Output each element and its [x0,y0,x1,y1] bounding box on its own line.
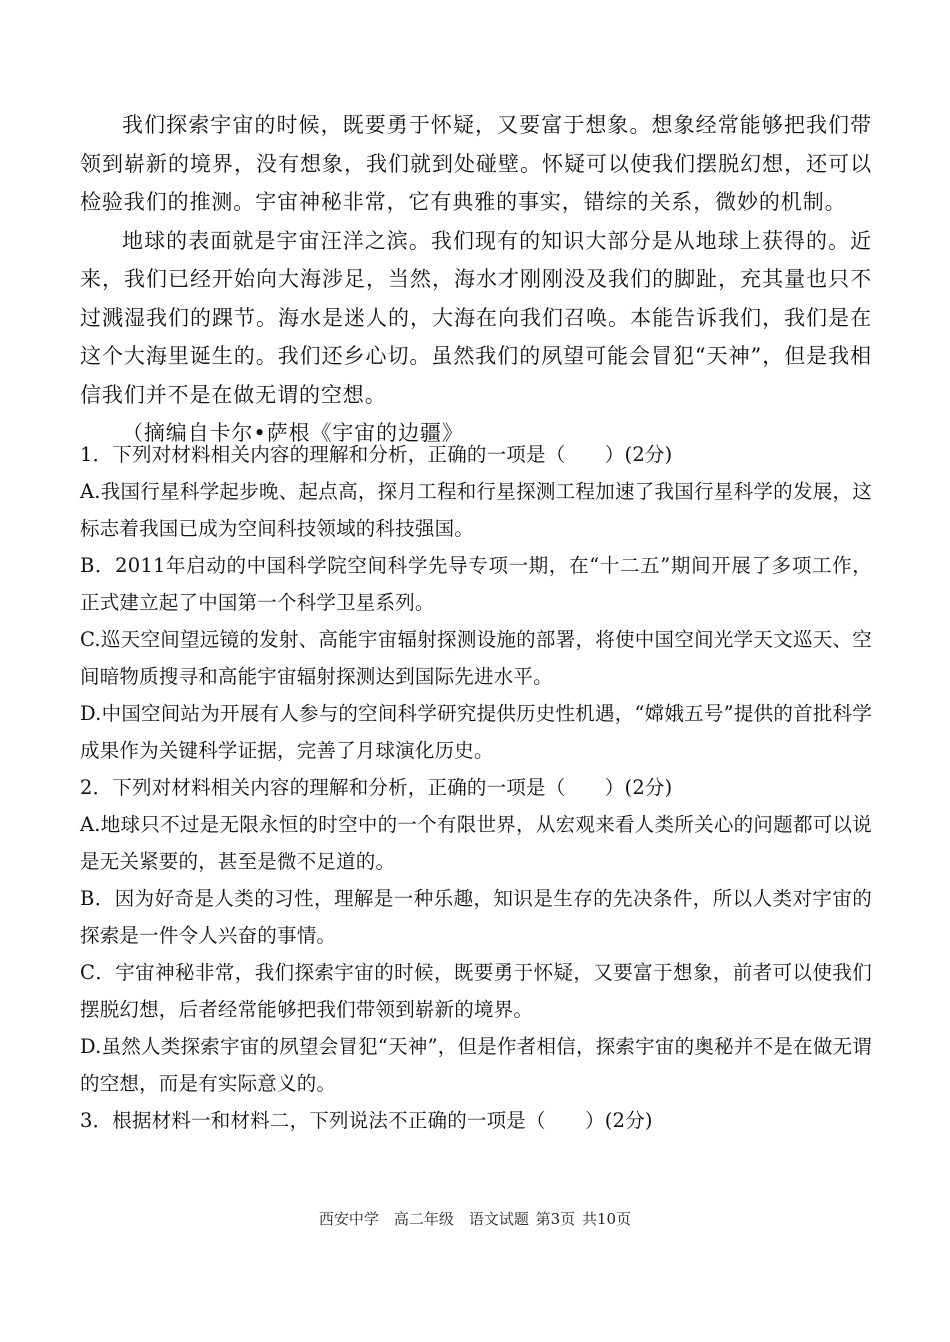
page-footer: 西安中学 高二年级 语文试题 第3页 共10页 [318,1210,632,1228]
question-1-option-d: D.中国空间站为开展有人参与的空间科学研究提供历史性机遇，“嫦娥五号”提供的首批科学成果作为关键科学证据，完善了月球演化历史。 [80,702,872,762]
question-3-stem: 3．根据材料一和材料二，下列说法不正确的一项是（ ）(2分) [80,1109,653,1132]
passage-source: （摘编自卡尔•萨根《宇宙的边疆》 [122,421,464,445]
question-2-option-d: D.虽然人类探索宇宙的夙望会冒犯“天神”，但是作者相信，探索宇宙的奥秘并不是在做无谓的空想，而是有实际意义的。 [80,1035,872,1095]
question-3 [80,1102,872,1139]
question-list [80,436,872,1139]
passage-paragraph-1: 我们探索宇宙的时候，既要勇于怀疑，又要富于想象。想象经常能够把我们带领到崭新的境界，没有想象，我们就到处碰壁。怀疑可以使我们摆脱幻想，还可以检验我们的推测。宇宙神秘非常，它有典雅的事实，错综的关系，微妙的机制。 [80,113,872,214]
question-2-stem: 2．下列对材料相关内容的理解和分析，正确的一项是（ ）(2分) [80,776,673,799]
passage-paragraph-2: 地球的表面就是宇宙汪洋之滨。我们现有的知识大部分是从地球上获得的。近来，我们已经开始向大海涉足，当然，海水才刚刚没及我们的脚趾，充其量也只不过溅湿我们的踝节。海水是迷人的，大海在向我们召唤。本能告诉我们，我们是在这个大海里诞生的。我们还乡心切。虽然我们的夙望可能会冒犯“天神”，但是我相信我们并不是在做无谓的空想。 [80,228,872,407]
question-1-stem: 1．下列对材料相关内容的理解和分析，正确的一项是（ ）(2分) [80,443,673,466]
question-1-option-c: C.巡天空间望远镜的发射、高能宇宙辐射探测设施的部署，将使中国空间光学天文巡天、空间暗物质搜寻和高能宇宙辐射探测达到国际先进水平。 [80,628,872,688]
reading-passage [80,106,872,453]
question-1-option-b: B．2011年启动的中国科学院空间科学先导专项一期，在“十二五”期间开展了多项工作，正式建立起了中国第一个科学卫星系列。 [80,554,872,614]
question-1-option-a: A.我国行星科学起步晚、起点高，探月工程和行星探测工程加速了我国行星科学的发展，这标志着我国已成为空间科技领域的科技强国。 [80,480,872,540]
question-1 [80,436,872,769]
question-2 [80,769,872,1102]
question-2-option-c: C．宇宙神秘非常，我们探索宇宙的时候，既要勇于怀疑，又要富于想象，前者可以使我们摆脱幻想，后者经常能够把我们带领到崭新的境界。 [80,961,872,1021]
question-2-option-b: B．因为好奇是人类的习性，理解是一种乐趣，知识是生存的先决条件，所以人类对宇宙的探索是一件令人兴奋的事情。 [80,887,872,947]
question-2-option-a: A.地球只不过是无限永恒的时空中的一个有限世界，从宏观来看人类所关心的问题都可以说是无关紧要的，甚至是微不足道的。 [80,813,872,873]
